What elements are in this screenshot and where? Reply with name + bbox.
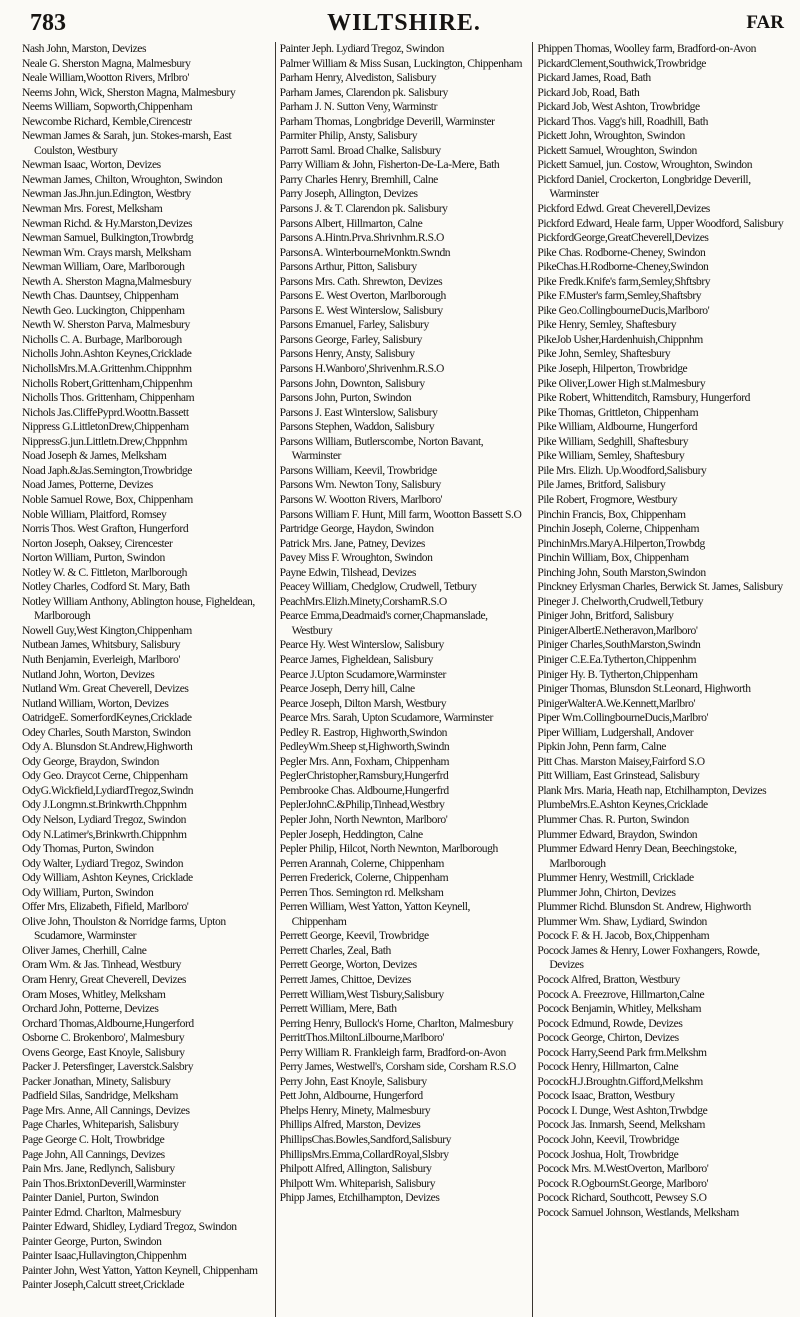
directory-entry: Pike Joseph, Hilperton, Trowbridge	[537, 362, 688, 376]
directory-entry: Olive John, Thoulston & Norridge farms, Upton Scudamore, Warminster	[22, 914, 226, 943]
directory-entry: Perrett George, Keevil, Trowbridge	[279, 929, 429, 943]
directory-entry: Neale William,Wootton Rivers, Mrlbro'	[22, 71, 190, 85]
directory-entry: Pike Chas. Rodborne-Cheney, Swindon	[537, 245, 706, 259]
directory-entry: Oram Moses, Whitley, Melksham	[22, 987, 166, 1001]
directory-entry: Perry William R. Frankleigh farm, Bradford-on-Avon	[279, 1045, 506, 1059]
directory-entry: PinigerWalterA.We.Kennett,Marlbro'	[537, 696, 696, 710]
directory-entry: Palmer William & Miss Susan, Luckington, Chippenham	[279, 56, 523, 70]
directory-entry: Plank Mrs. Maria, Heath nap, Etchilhampton, Devizes	[537, 783, 767, 797]
directory-entry: Parsons Arthur, Pitton, Salisbury	[279, 260, 417, 274]
directory-entry: Oliver James, Cherhill, Calne	[22, 943, 147, 957]
directory-entry: Parsons A.Hintn.Prva.Shrivnhm.R.S.O	[279, 231, 444, 245]
directory-entry: Pitt William, East Grinstead, Salisbury	[537, 769, 700, 783]
directory-entry: Pike Henry, Semley, Shaftesbury	[537, 318, 677, 332]
directory-entry: Norris Thos. West Grafton, Hungerford	[22, 522, 189, 536]
directory-entry: OatridgeE. SomerfordKeynes,Cricklade	[22, 711, 192, 725]
directory-entry: Pett John, Aldbourne, Hungerford	[279, 1089, 423, 1103]
directory-entry: Newman Wm. Crays marsh, Melksham	[22, 245, 191, 259]
directory-entry: Parsons J. East Winterslow, Salisbury	[279, 405, 438, 419]
directory-entry: Perren Arannah, Colerne, Chippenham	[279, 856, 444, 870]
directory-entry: Noad Joseph & James, Melksham	[22, 449, 167, 463]
directory-entry: Newth W. Sherston Parva, Malmesbury	[22, 318, 190, 332]
directory-entry: Page Mrs. Anne, All Cannings, Devizes	[22, 1103, 190, 1117]
directory-entry: Pocock Benjamin, Whitley, Melksham	[537, 1002, 702, 1016]
directory-entry: Newcombe Richard, Kemble,Cirencestr	[22, 114, 192, 128]
directory-entry: Pitt Chas. Marston Maisey,Fairford S.O	[537, 754, 705, 768]
directory-entry: Pocock A. Freezrove, Hillmarton,Calne	[537, 987, 705, 1001]
directory-entry: Parry Joseph, Allington, Devizes	[279, 187, 418, 201]
directory-entry: Pocock Harry,Seend Park frm.Melkshm	[537, 1045, 707, 1059]
directory-entry: Pearce J.Upton Scudamore,Warminster	[279, 667, 446, 681]
directory-entry: Parsons H.Wanboro',Shrivenhm.R.S.O	[279, 362, 444, 376]
directory-entry: Page Charles, Whiteparish, Salisbury	[22, 1118, 179, 1132]
directory-entry: Pickett Samuel, Wroughton, Swindon	[537, 143, 697, 157]
directory-entry: Piniger C.E.Ea.Tytherton,Chippenhm	[537, 652, 697, 666]
directory-entry: Newman James, Chilton, Wroughton, Swindon	[22, 172, 223, 186]
directory-entry: Pipkin John, Penn farm, Calne	[537, 740, 666, 754]
directory-entry: Pike F.Muster's farm,Semley,Shaftsbry	[537, 289, 702, 303]
directory-entry: Newman Isaac, Worton, Devizes	[22, 158, 161, 172]
directory-entry: Perrett James, Chittoe, Devizes	[279, 973, 411, 986]
directory-entry: Phelps Henry, Minety, Malmesbury	[279, 1103, 431, 1117]
directory-entry: Noad Japh.&Jas.Semington,Trowbridge	[22, 463, 192, 477]
directory-entry: Ovens George, East Knoyle, Salisbury	[22, 1045, 185, 1059]
directory-entry: Ody J.Longmn.st.Brinkwrth.Chppnhm	[22, 798, 187, 812]
directory-entry: Parsons Henry, Ansty, Salisbury	[279, 347, 415, 361]
column-2	[275, 42, 533, 1317]
directory-entry: Painter Daniel, Purton, Swindon	[22, 1191, 159, 1205]
directory-entry: Page John, All Cannings, Devizes	[22, 1147, 165, 1161]
directory-entry: Pocock F. & H. Jacob, Box,Chippenham	[537, 929, 710, 943]
directory-entry: Parsons E. West Overton, Marlborough	[279, 289, 446, 303]
directory-entry: Nutland John, Worton, Devizes	[22, 667, 155, 681]
directory-entry: Pegler Mrs. Ann, Foxham, Chippenham	[279, 754, 450, 768]
directory-entry: Pile Robert, Frogmore, Westbury	[537, 492, 678, 506]
directory-entry: Pickett John, Wroughton, Swindon	[537, 129, 685, 143]
directory-entry: Pocock Joshua, Holt, Trowbridge	[537, 1147, 679, 1161]
directory-entry: Orchard Thomas,Aldbourne,Hungerford	[22, 1016, 194, 1030]
directory-entry: PeplerJohnC.&Philip,Tinhead,Westbry	[279, 798, 445, 812]
directory-entry: Pavey Miss F. Wroughton, Swindon	[279, 551, 433, 565]
directory-entry: Pineger J. Chelworth,Crudwell,Tetbury	[537, 594, 704, 608]
directory-entry: NippressG.jun.Littletn.Drew,Chppnhm	[22, 434, 188, 448]
directory-entry: Ody A. Blunsdon St.Andrew,Highworth	[22, 740, 193, 754]
directory-entry: Ody Thomas, Purton, Swindon	[22, 842, 154, 856]
directory-entry: Nash John, Marston, Devizes	[22, 42, 147, 55]
directory-entry: PerrittThos.MiltonLilbourne,Marlboro'	[279, 1031, 445, 1045]
directory-entry: Piper Wm.CollingbourneDucis,Marlbro'	[537, 711, 709, 725]
directory-entry: NichollsMrs.M.A.Grittenhm.Chippnhm	[22, 362, 192, 376]
directory-entry: Parsons John, Downton, Salisbury	[279, 376, 425, 390]
directory-entry: Painter Isaac,Hullavington,Chippenhm	[22, 1249, 187, 1263]
directory-entry: Parsons E. West Winterslow, Salisbury	[279, 303, 443, 317]
directory-entry: Plummer Henry, Westmill, Cricklade	[537, 871, 694, 885]
directory-entry: Piniger Hy. B. Tytherton,Chippenham	[537, 667, 698, 681]
directory-entry: Piniger Thomas, Blunsdon St.Leonard, Highworth	[537, 682, 751, 696]
directory-entry: Parsons William, Butlerscombe, Norton Bavant, Warminster	[279, 434, 484, 463]
directory-entry: Noad James, Potterne, Devizes	[22, 478, 153, 492]
directory-entry: PeglerChristopher,Ramsbury,Hungerfrd	[279, 769, 449, 783]
directory-entry: Pocock John, Keevil, Trowbridge	[537, 1133, 679, 1147]
directory-entry: Partridge George, Haydon, Swindon	[279, 522, 434, 536]
directory-entry: Parham Thomas, Longbridge Deverill, Warminster	[279, 114, 495, 128]
directory-entry: Ody Walter, Lydiard Tregoz, Swindon	[22, 856, 184, 870]
directory-entry: Perry John, East Knoyle, Salisbury	[279, 1074, 427, 1088]
directory-entry: Newman James & Sarah, jun. Stokes-marsh, East Coulston, Westbury	[22, 129, 232, 157]
directory-entry: Noble William, Plaitford, Romsey	[22, 507, 167, 521]
directory-entry: Pike William, Aldbourne, Hungerford	[537, 420, 698, 434]
directory-entry: Newman Jas.Jhn.jun.Edington, Westbry	[22, 187, 191, 201]
directory-entry: Nowell Guy,West Kington,Chippenham	[22, 623, 192, 637]
directory-entry: Pocock Jas. Inmarsh, Seend, Melksham	[537, 1118, 706, 1132]
directory-entry: Ody William, Ashton Keynes, Cricklade	[22, 871, 193, 885]
directory-entry: Ody Geo. Draycot Cerne, Chippenham	[22, 769, 188, 783]
directory-entry: Pain Thos.BrixtonDeverill,Warminster	[22, 1176, 186, 1190]
directory-entry: Pike Oliver,Lower High st.Malmesbury	[537, 376, 706, 390]
directory-entry: Oram Wm. & Jas. Tinhead, Westbury	[22, 958, 181, 972]
directory-entry: Plummer Wm. Shaw, Lydiard, Swindon	[537, 914, 707, 928]
directory-entry: Painter Jeph. Lydiard Tregoz, Swindon	[279, 42, 445, 55]
directory-entry: Pocock R.OgbournSt.George, Marlboro'	[537, 1176, 709, 1190]
directory-entry: Pickford Edwd. Great Cheverell,Devizes	[537, 202, 710, 216]
directory-entry: Perry James, Westwell's, Corsham side, Corsham R.S.O	[279, 1060, 516, 1074]
directory-entry: Nicholls Robert,Grittenham,Chippenhm	[22, 376, 193, 390]
directory-entry: Plummer Edward Henry Dean, Beechingstoke, Marlborough	[537, 842, 737, 870]
directory-entry: Nutbean James, Whitsbury, Salisbury	[22, 638, 181, 652]
directory-entry: Parsons J. & T. Clarendon pk. Salisbury	[279, 202, 448, 216]
directory-entry: Newth Geo. Luckington, Chippenham	[22, 303, 185, 317]
directory-entry: Pearce Mrs. Sarah, Upton Scudamore, Warminster	[279, 711, 493, 725]
directory-entry: Perren Frederick, Colerne, Chippenham	[279, 871, 449, 885]
directory-entry: Pocock Isaac, Bratton, Westbury	[537, 1089, 675, 1103]
directory-entry: Parry Charles Henry, Bremhill, Calne	[279, 172, 438, 186]
page-number: 783	[30, 10, 66, 36]
directory-entry: Pocock Edmund, Rowde, Devizes	[537, 1016, 683, 1030]
directory-entry: Nicholls John.Ashton Keynes,Cricklade	[22, 347, 192, 361]
directory-entry: Pickford Edward, Heale farm, Upper Woodford, Salisbury	[537, 216, 784, 230]
directory-entry: PhillipsChas.Bowles,Sandford,Salisbury	[279, 1133, 451, 1147]
directory-entry: Pike Geo.CollingbourneDucis,Marlboro'	[537, 303, 710, 317]
directory-entry: Nichols Jas.CliffePyprd.Woottn.Bassett	[22, 405, 189, 419]
directory-entry: Ody N.Latimer's,Brinkwrth.Chippnhm	[22, 827, 187, 841]
directory-entry: PeachMrs.Elizh.Minety,CorshamR.S.O	[279, 594, 447, 608]
directory-entry: Pocock Henry, Hillmarton, Calne	[537, 1060, 679, 1074]
column-1	[18, 42, 275, 1317]
directory-entry: Philpott Alfred, Allington, Salisbury	[279, 1162, 432, 1176]
directory-entry: Pike John, Semley, Shaftesbury	[537, 347, 671, 361]
directory-entry: Pearce Joseph, Derry hill, Calne	[279, 682, 415, 696]
directory-entry: OdyG.Wickfield,LydiardTregoz,Swindn	[22, 783, 194, 797]
directory-entry: Parsons Emanuel, Farley, Salisbury	[279, 318, 429, 332]
directory-entry: Pembrooke Chas. Aldbourne,Hungerfrd	[279, 783, 449, 797]
directory-entry: Pinching John, South Marston,Swindon	[537, 565, 706, 579]
directory-entry: Nutland William, Worton, Devizes	[22, 696, 169, 710]
directory-entry: Parry William & John, Fisherton-De-La-Mere, Bath	[279, 158, 500, 172]
directory-entry: Notley W. & C. Fittleton, Marlborough	[22, 565, 187, 579]
directory-entry: Piper William, Ludgershall, Andover	[537, 725, 694, 739]
directory-entry: Nippress G.LittletonDrew,Chippenham	[22, 420, 189, 434]
directory-entry: Newth Chas. Dauntsey, Chippenham	[22, 289, 179, 303]
directory-entry: Pickett Samuel, jun. Costow, Wroughton, Swindon	[537, 158, 753, 172]
directory-entry: Page George C. Holt, Trowbridge	[22, 1133, 165, 1147]
directory-entry: PlumbeMrs.E.Ashton Keynes,Cricklade	[537, 798, 708, 812]
directory-entry: Neems William, Sopworth,Chippenham	[22, 100, 193, 114]
directory-entry: Norton Joseph, Oaksey, Cirencester	[22, 536, 173, 550]
directory-entry: Pinchin Francis, Box, Chippenham	[537, 507, 686, 521]
directory-entry: Newman Mrs. Forest, Melksham	[22, 202, 163, 216]
directory-entry: Pepler John, North Newnton, Marlboro'	[279, 812, 448, 826]
directory-entry: Offer Mrs, Elizabeth, Fifield, Marlboro'	[22, 900, 189, 914]
directory-entry: Pickard Job, Road, Bath	[537, 85, 640, 99]
directory-entry: Piniger John, Britford, Salisbury	[537, 609, 674, 623]
directory-entry: Noble Samuel Rowe, Box, Chippenham	[22, 492, 193, 506]
directory-entry: Orchard John, Potterne, Devizes	[22, 1002, 159, 1016]
directory-entry: Newman William, Oare, Marlborough	[22, 260, 185, 274]
directory-entry: Pocock James & Henry, Lower Foxhangers, Rowde, Devizes	[537, 943, 760, 972]
directory-entry: PinchinMrs.MaryA.Hilperton,Trowbdg	[537, 536, 705, 550]
directory-entry: Pinckney Erlysman Charles, Berwick St. James, Salisbury	[537, 580, 783, 594]
directory-entry: Pinchin Joseph, Colerne, Chippenham	[537, 522, 700, 536]
directory-entry: Notley William Anthony, Ablington house, Figheldean, Marlborough	[22, 594, 255, 623]
directory-entry: Painter George, Purton, Swindon	[22, 1234, 162, 1248]
directory-entry: PikeChas.H.Rodborne-Cheney,Swindon	[537, 260, 709, 274]
directory-entry: Pike Thomas, Grittleton, Chippenham	[537, 405, 699, 419]
directory-entry: Newman Richd. & Hy.Marston,Devizes	[22, 216, 193, 230]
directory-entry: Padfield Silas, Sandridge, Melksham	[22, 1089, 178, 1103]
directory-entry: Newman Samuel, Bulkington,Trowbrdg	[22, 231, 194, 245]
directory-entry: Parsons W. Wootton Rivers, Marlboro'	[279, 492, 443, 506]
directory-entry: Perren Thos. Semington rd. Melksham	[279, 885, 444, 899]
directory-entry: Parham James, Clarendon pk. Salisbury	[279, 85, 448, 99]
directory-entry: Patrick Mrs. Jane, Patney, Devizes	[279, 536, 425, 550]
directory-entry: Parsons Stephen, Waddon, Salisbury	[279, 420, 435, 434]
directory-entry: Ody George, Braydon, Swindon	[22, 754, 159, 768]
directory-entry: Pedley R. Eastrop, Highworth,Swindon	[279, 725, 448, 739]
directory-entry: Newth A. Sherston Magna,Malmesbury	[22, 274, 192, 288]
directory-entry: Plummer Chas. R. Purton, Swindon	[537, 812, 689, 826]
directory-entry: Perrett William,West Tisbury,Salisbury	[279, 987, 444, 1001]
directory-entry: Packer J. Petersfinger, Laverstck.Salsbry	[22, 1060, 194, 1074]
directory-entry: Pile Mrs. Elizh. Up.Woodford,Salisbury	[537, 463, 707, 477]
directory-entry: Norton William, Purton, Swindon	[22, 551, 165, 565]
directory-entry: PickardClement,Southwick,Trowbridge	[537, 56, 707, 70]
directory-entry: Parsons Mrs. Cath. Shrewton, Devizes	[279, 274, 443, 288]
directory-entry: Pocock Mrs. M.WestOverton, Marlboro'	[537, 1162, 709, 1176]
directory-entry: Perrett William, Mere, Bath	[279, 1002, 397, 1016]
directory-entry: PickfordGeorge,GreatCheverell,Devizes	[537, 231, 709, 245]
directory-entry: Parsons William F. Hunt, Mill farm, Wootton Bassett S.O	[279, 507, 522, 521]
directory-entry: Pickford Daniel, Crockerton, Longbridge Deverill, Warminster	[537, 172, 751, 201]
directory-entry: Parmiter Philip, Ansty, Salisbury	[279, 129, 418, 143]
directory-entry: Pepler Philip, Hilcot, North Newnton, Marlborough	[279, 842, 498, 856]
directory-entry: Perrett George, Worton, Devizes	[279, 958, 417, 972]
directory-entry: Parsons Wm. Newton Tony, Salisbury	[279, 478, 441, 492]
directory-entry: Pocock Alfred, Bratton, Westbury	[537, 973, 680, 986]
directory-entry: Painter Edward, Shidley, Lydiard Tregoz, Swindon	[22, 1220, 237, 1234]
directory-entry: Pickard Thos. Vagg's hill, Roadhill, Bath	[537, 114, 708, 128]
directory-entry: Parrott Saml. Broad Chalke, Salisbury	[279, 143, 441, 157]
directory-entry: Pickard James, Road, Bath	[537, 71, 651, 85]
page-title: WILTSHIRE.	[327, 10, 481, 36]
guide-word: FAR	[746, 12, 784, 33]
directory-entry: Parsons John, Purton, Swindon	[279, 391, 412, 405]
directory-entry: Pike William, Semley, Shaftesbury	[537, 449, 685, 463]
directory-entry: Pearce Joseph, Dilton Marsh, Westbury	[279, 696, 447, 710]
directory-entry: Phippen Thomas, Woolley farm, Bradford-on-Avon	[537, 42, 756, 55]
directory-entry: Neale G. Sherston Magna, Malmesbury	[22, 56, 191, 70]
directory-entry: PedleyWm.Sheep st,Highworth,Swindn	[279, 740, 450, 754]
columns	[18, 42, 790, 1317]
directory-entry: Nutland Wm. Great Cheverell, Devizes	[22, 682, 189, 696]
directory-entry: Packer Jonathan, Minety, Salisbury	[22, 1074, 171, 1088]
directory-entry: Ody Nelson, Lydiard Tregoz, Swindon	[22, 812, 186, 826]
directory-entry: Phipp James, Etchilhampton, Devizes	[279, 1191, 440, 1205]
directory-entry: Pike Fredk.Knife's farm,Semley,Shftsbry	[537, 274, 711, 288]
directory-entry: Parham J. N. Sutton Veny, Warminstr	[279, 100, 437, 114]
directory-entry: PikeJob Usher,Hardenhuish,Chippnhm	[537, 332, 703, 346]
directory-entry: Pike William, Sedghill, Shaftesbury	[537, 434, 689, 448]
directory-entry: Pocock I. Dunge, West Ashton,Trwbdge	[537, 1103, 708, 1117]
directory-entry: Painter John, West Yatton, Yatton Keynell, Chippenham	[22, 1263, 258, 1277]
directory-entry: Osborne C. Brokenboro', Malmesbury	[22, 1031, 185, 1045]
directory-entry: Pepler Joseph, Heddington, Calne	[279, 827, 423, 841]
directory-entry: Pocock Samuel Johnson, Westlands, Melksham	[537, 1205, 739, 1219]
directory-entry: Parsons William, Keevil, Trowbridge	[279, 463, 437, 477]
directory-entry: Pike Robert, Whittenditch, Ramsbury, Hungerford	[537, 391, 750, 405]
directory-entry: Painter Joseph,Calcutt street,Cricklade	[22, 1278, 185, 1292]
directory-entry: Philpott Wm. Whiteparish, Salisbury	[279, 1176, 436, 1190]
directory-entry: Plummer Richd. Blunsdon St. Andrew, Highworth	[537, 900, 751, 914]
directory-entry: PhillipsMrs.Emma,CollardRoyal,Slsbry	[279, 1147, 449, 1161]
directory-entry: Oram Henry, Great Cheverell, Devizes	[22, 973, 186, 986]
directory-entry: Painter Edmd. Charlton, Malmesbury	[22, 1205, 181, 1219]
directory-entry: Pain Mrs. Jane, Redlynch, Salisbury	[22, 1162, 175, 1176]
column-3	[532, 42, 790, 1317]
directory-entry: ParsonsA. WinterbourneMonktn.Swndn	[279, 245, 451, 259]
directory-entry: Piniger Charles,SouthMarston,Swindn	[537, 638, 701, 652]
directory-entry: Perren William, West Yatton, Yatton Keynell, Chippenham	[279, 900, 470, 928]
directory-entry: Plummer John, Chirton, Devizes	[537, 885, 676, 899]
directory-entry: Ody William, Purton, Swindon	[22, 885, 154, 899]
directory-entry: Nicholls Thos. Grittenham, Chippenham	[22, 391, 195, 405]
directory-entry: Pinchin William, Box, Chippenham	[537, 551, 689, 565]
directory-entry: Pearce Emma,Deadmaid's corner,Chapmanslade, Westbury	[279, 609, 488, 637]
directory-entry: Pearce James, Figheldean, Salisbury	[279, 652, 433, 666]
page-header	[18, 6, 790, 42]
directory-entry: Pickard Job, West Ashton, Trowbridge	[537, 100, 700, 114]
directory-entry: Peacey William, Chedglow, Crudwell, Tetbury	[279, 580, 477, 594]
directory-entry: PocockH.J.Broughtn.Gifford,Melkshm	[537, 1074, 703, 1088]
directory-entry: Pocock Richard, Southcott, Pewsey S.O	[537, 1191, 707, 1205]
directory-entry: Pearce Hy. West Winterslow, Salisbury	[279, 638, 444, 652]
directory-entry: Parsons Albert, Hillmarton, Calne	[279, 216, 423, 230]
directory-entry: Odey Charles, South Marston, Swindon	[22, 725, 191, 739]
directory-entry: Nuth Benjamin, Everleigh, Marlboro'	[22, 652, 180, 666]
directory-entry: Parsons George, Farley, Salisbury	[279, 332, 422, 346]
directory-entry: Perring Henry, Bullock's Horne, Charlton, Malmesbury	[279, 1016, 514, 1030]
directory-entry: Pocock George, Chirton, Devizes	[537, 1031, 679, 1045]
directory-entry: Perrett Charles, Zeal, Bath	[279, 943, 391, 957]
directory-entry: Phillips Alfred, Marston, Devizes	[279, 1118, 421, 1132]
directory-entry: Plummer Edward, Braydon, Swindon	[537, 827, 698, 841]
directory-entry: Notley Charles, Codford St. Mary, Bath	[22, 580, 190, 594]
directory-entry: Payne Edwin, Tilshead, Devizes	[279, 565, 416, 579]
directory-entry: Neems John, Wick, Sherston Magna, Malmesbury	[22, 85, 236, 99]
directory-entry: Parham Henry, Alvediston, Salisbury	[279, 71, 437, 85]
directory-entry: Pile James, Britford, Salisbury	[537, 478, 666, 492]
directory-entry: PinigerAlbertE.Netheravon,Marlboro'	[537, 623, 698, 637]
directory-entry: Nicholls C. A. Burbage, Marlborough	[22, 332, 182, 346]
